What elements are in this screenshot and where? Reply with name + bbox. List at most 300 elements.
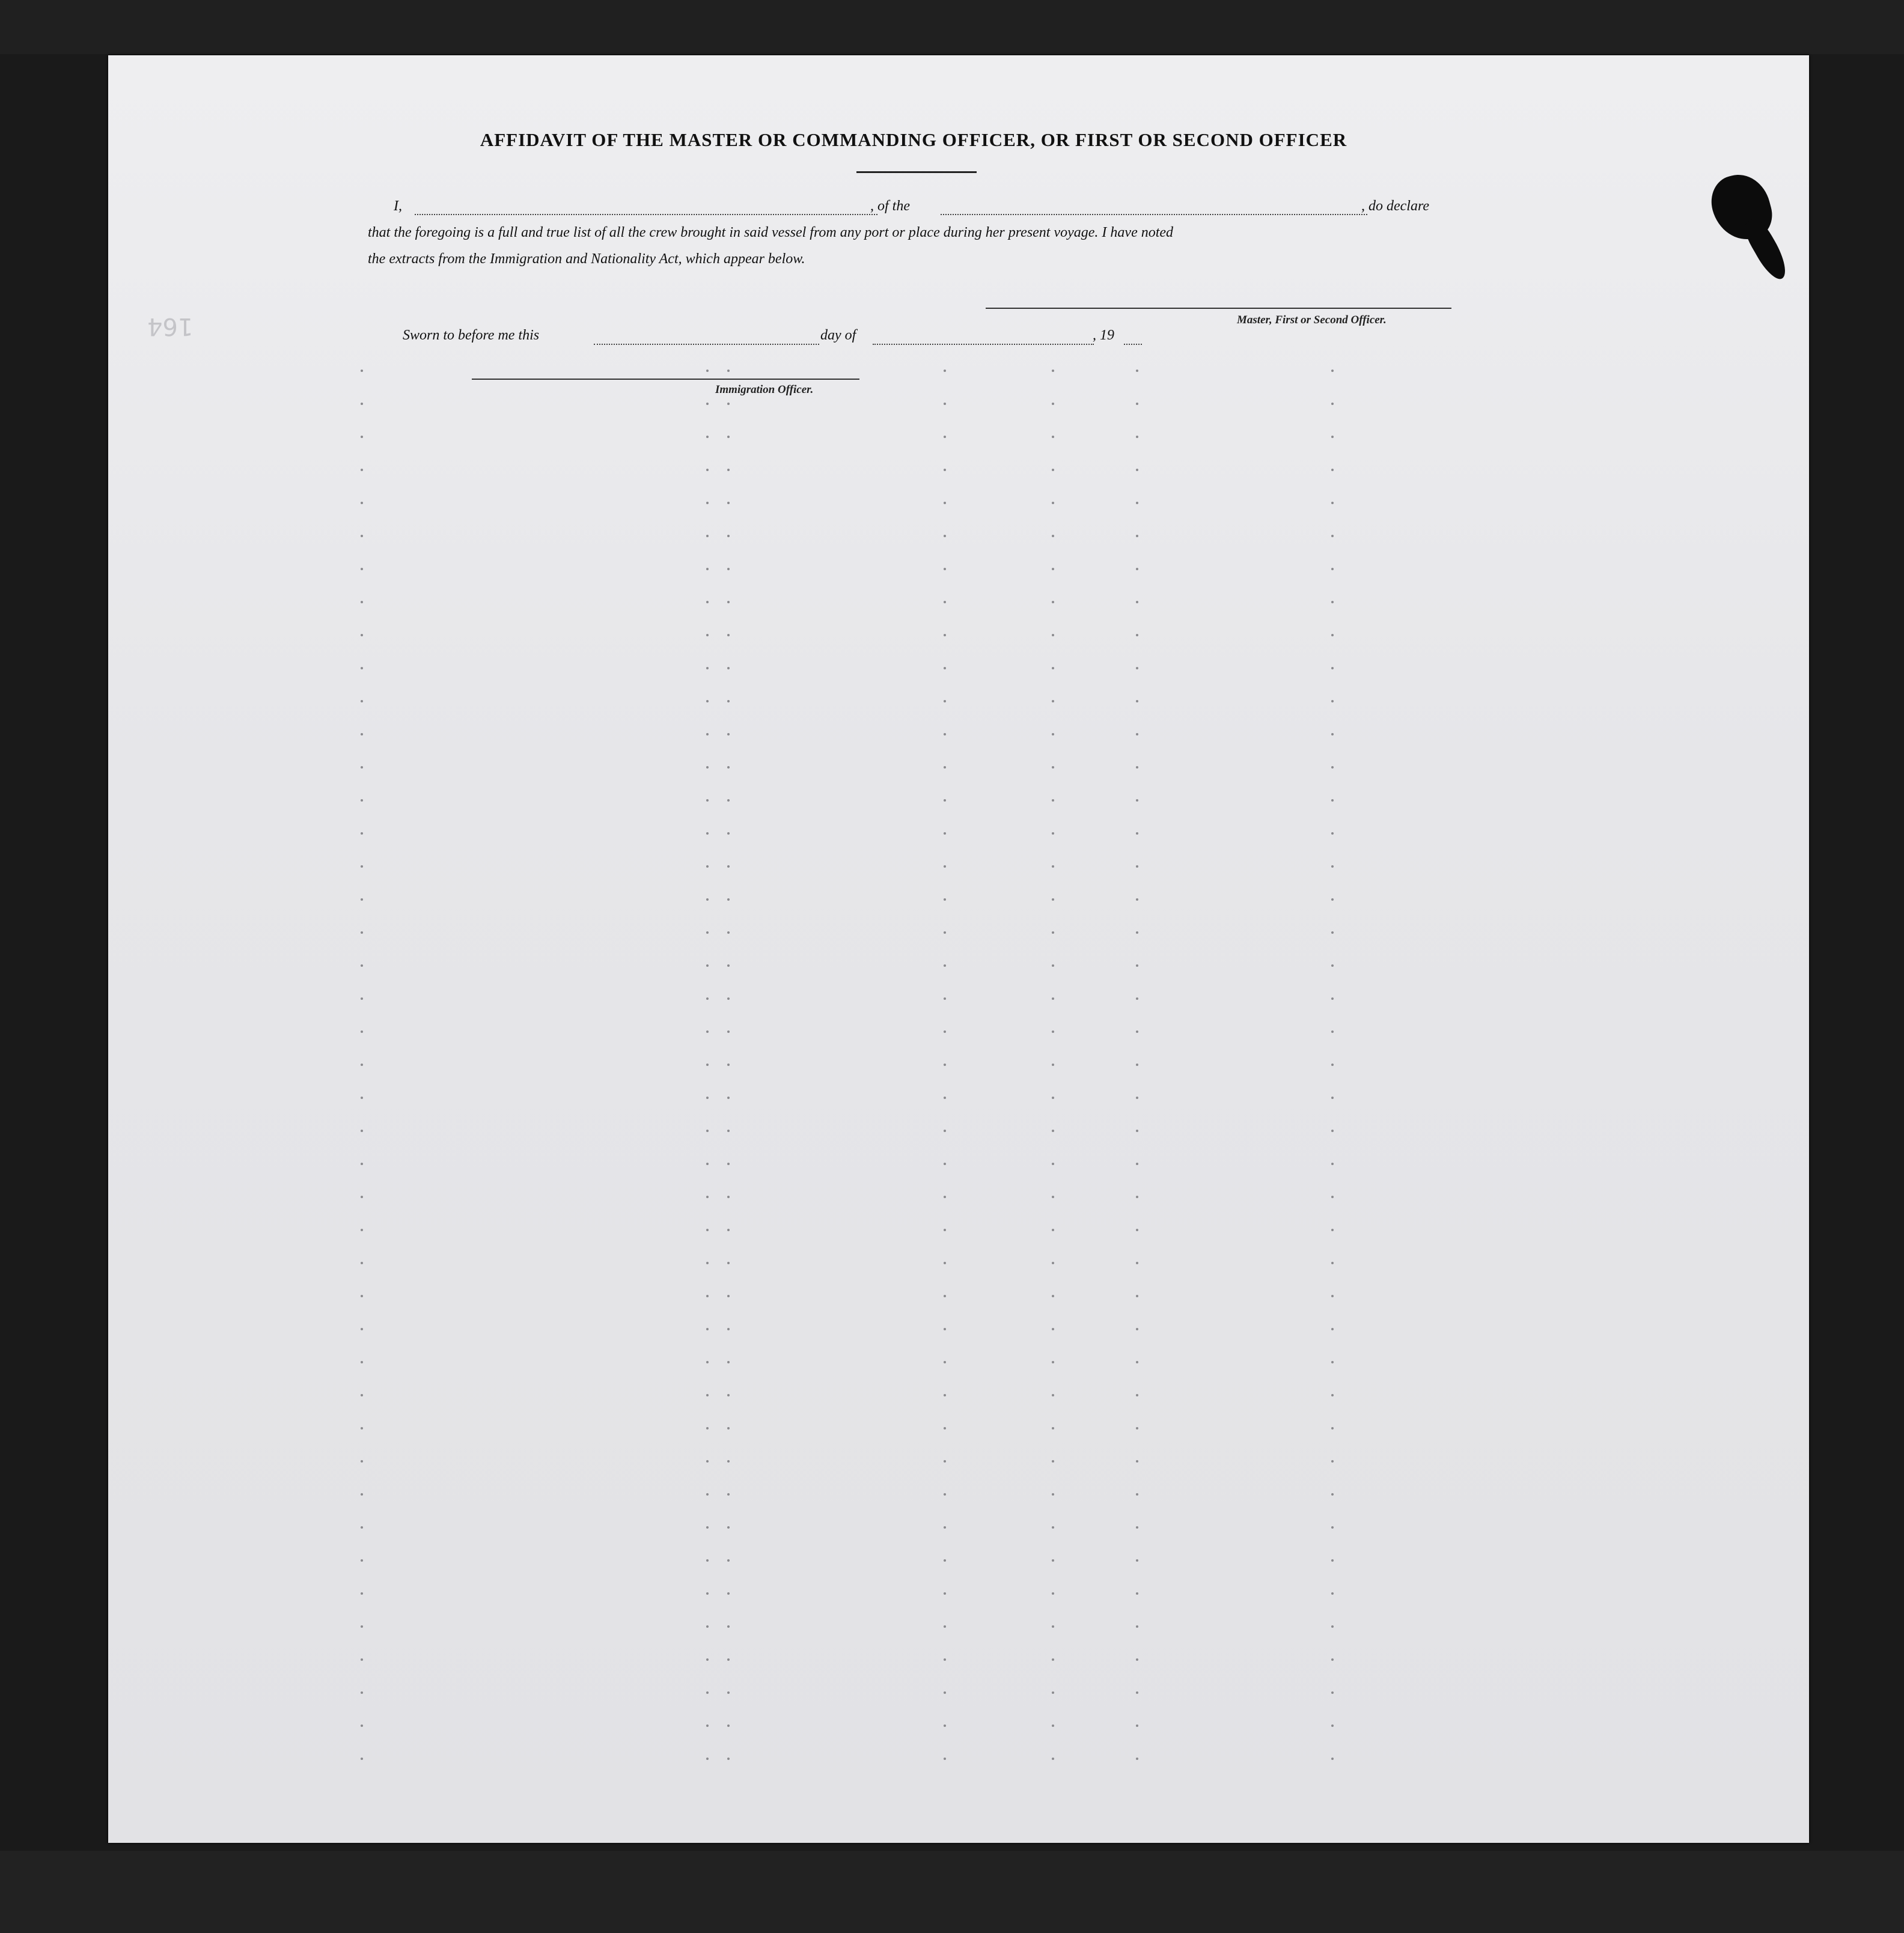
bleed-through-dot <box>1052 1030 1054 1033</box>
bleed-through-dot <box>1136 1361 1138 1363</box>
bleed-through-dot <box>361 1163 363 1165</box>
bleed-through-dot <box>361 1526 363 1529</box>
bleed-through-dot <box>1331 1460 1334 1463</box>
bleed-through-dot <box>1136 1724 1138 1727</box>
bleed-through-dot <box>944 1328 946 1330</box>
bleed-through-dot <box>1052 898 1054 901</box>
bleed-through-dot <box>361 1625 363 1628</box>
bleed-through-dot <box>1331 1097 1334 1099</box>
bleed-through-dot <box>1136 1460 1138 1463</box>
bleed-through-dot <box>727 568 730 570</box>
bleed-through-dot <box>727 1030 730 1033</box>
bleed-through-dot <box>944 502 946 504</box>
bleed-through-dot <box>1136 1559 1138 1562</box>
bleed-through-dot <box>361 1361 363 1363</box>
bleed-through-dot <box>361 436 363 438</box>
bleed-through-dot <box>1136 1328 1138 1330</box>
bleed-through-dot <box>361 1592 363 1595</box>
master-signature-label: Master, First or Second Officer. <box>1237 314 1387 326</box>
film-border-top <box>0 0 1904 54</box>
bleed-through-dot <box>727 1163 730 1165</box>
affidavit-body-line-3: the extracts from the Immigration and Nationality Act, which appear below. <box>368 251 805 267</box>
bleed-through-dot <box>1331 1196 1334 1198</box>
bleed-through-dot <box>1136 436 1138 438</box>
bleed-through-dot <box>727 1262 730 1264</box>
bleed-through-dot <box>361 1691 363 1694</box>
bleed-through-dot <box>1052 535 1054 537</box>
bleed-through-dot <box>1331 733 1334 735</box>
bleed-through-dot <box>727 733 730 735</box>
bleed-through-dot <box>944 964 946 967</box>
bleed-through-dot <box>706 1361 709 1363</box>
bleed-through-dot <box>1052 1493 1054 1496</box>
bleed-through-dot <box>706 1559 709 1562</box>
bleed-through-dot <box>1052 733 1054 735</box>
bleed-through-dot <box>1331 436 1334 438</box>
bleed-through-dot <box>1136 1295 1138 1297</box>
bleed-through-dot <box>727 1361 730 1363</box>
bleed-through-dot <box>1331 1295 1334 1297</box>
bleed-through-dot <box>944 436 946 438</box>
bleed-through-dot <box>944 865 946 868</box>
bleed-through-dot <box>727 1229 730 1231</box>
bleed-through-dot <box>361 535 363 537</box>
bleed-through-dot <box>727 502 730 504</box>
bleed-through-dot <box>727 898 730 901</box>
bleed-through-dot <box>1136 700 1138 702</box>
bleed-through-dot <box>1331 964 1334 967</box>
bleed-through-dot <box>1136 469 1138 471</box>
bleed-through-dot <box>944 601 946 603</box>
bleed-through-dot <box>727 766 730 769</box>
bleed-through-dot <box>1052 1658 1054 1661</box>
bleed-through-dot <box>1331 1163 1334 1165</box>
bleed-through-dot <box>944 1658 946 1661</box>
bleed-through-dot <box>944 634 946 636</box>
bleed-through-dot <box>944 1262 946 1264</box>
bleed-through-dot <box>1136 931 1138 934</box>
bleed-through-dot <box>706 1658 709 1661</box>
bleed-through-dot <box>944 766 946 769</box>
bleed-through-dot <box>1331 667 1334 669</box>
bleed-through-marks: 164 <box>147 312 194 340</box>
bleed-through-dot <box>361 1758 363 1760</box>
bleed-through-dot <box>361 1658 363 1661</box>
bleed-through-dot <box>727 370 730 372</box>
bleed-through-dot <box>944 898 946 901</box>
bleed-through-dot <box>944 1724 946 1727</box>
bleed-through-dot <box>727 1295 730 1297</box>
bleed-through-dot <box>706 1262 709 1264</box>
bleed-through-dot <box>1331 1427 1334 1429</box>
bleed-through-dot <box>706 931 709 934</box>
bleed-through-dot <box>727 1758 730 1760</box>
bleed-through-dot <box>1052 436 1054 438</box>
bleed-through-dot <box>1136 1394 1138 1396</box>
bleed-through-dot <box>727 469 730 471</box>
bleed-through-dot <box>1136 1658 1138 1661</box>
bleed-through-dot <box>727 1196 730 1198</box>
bleed-through-dot <box>1331 997 1334 1000</box>
bleed-through-dot <box>944 1758 946 1760</box>
bleed-through-dot <box>1331 1130 1334 1132</box>
bleed-through-dot <box>944 1493 946 1496</box>
bleed-through-dot <box>944 1559 946 1562</box>
bleed-through-dot <box>944 1163 946 1165</box>
bleed-through-dot <box>1052 1460 1054 1463</box>
bleed-through-dot <box>944 700 946 702</box>
bleed-through-dot <box>1136 1097 1138 1099</box>
bleed-through-dot <box>361 601 363 603</box>
bleed-through-dot <box>361 1130 363 1132</box>
bleed-through-dot <box>1052 1130 1054 1132</box>
immigration-signature-label: Immigration Officer. <box>715 383 814 396</box>
bleed-through-dot <box>706 535 709 537</box>
bleed-through-dot <box>1331 403 1334 405</box>
bleed-through-dot <box>1052 469 1054 471</box>
affidavit-body-line-2: that the foregoing is a full and true list of all the crew brought in said vessel from any port or place during her present voyage. I have noted <box>368 225 1174 240</box>
bleed-through-dot <box>727 1064 730 1066</box>
bleed-through-dot <box>706 1163 709 1165</box>
bleed-through-dot <box>1136 997 1138 1000</box>
bleed-through-dot <box>727 997 730 1000</box>
bleed-through-dot <box>361 997 363 1000</box>
bleed-through-dot <box>727 1097 730 1099</box>
bleed-through-dot <box>706 1394 709 1396</box>
bleed-through-dot <box>361 865 363 868</box>
bleed-through-dot <box>1052 601 1054 603</box>
bleed-through-dot <box>1052 766 1054 769</box>
bleed-through-dot <box>944 931 946 934</box>
bleed-through-dot <box>727 931 730 934</box>
bleed-through-dot <box>361 1295 363 1297</box>
document-sheet <box>108 55 1809 1843</box>
bleed-through-dot <box>1136 1196 1138 1198</box>
bleed-through-dot <box>1052 799 1054 802</box>
bleed-through-dot <box>706 865 709 868</box>
bleed-through-dot <box>727 403 730 405</box>
bleed-through-dot <box>944 469 946 471</box>
sworn-year-label: , 19 <box>1093 327 1114 343</box>
bleed-through-dot <box>1052 964 1054 967</box>
bleed-through-dot <box>706 1064 709 1066</box>
bleed-through-dot <box>1052 1758 1054 1760</box>
bleed-through-dot <box>1052 667 1054 669</box>
bleed-through-dot <box>706 964 709 967</box>
bleed-through-dot <box>944 1526 946 1529</box>
bleed-through-dot <box>1331 1625 1334 1628</box>
bleed-through-dot <box>706 667 709 669</box>
bleed-through-dot <box>361 1229 363 1231</box>
bleed-through-dot <box>706 1295 709 1297</box>
bleed-through-dot <box>1331 370 1334 372</box>
bleed-through-dot <box>706 568 709 570</box>
bleed-through-dot <box>361 1559 363 1562</box>
bleed-through-dot <box>361 469 363 471</box>
bleed-through-dot <box>706 601 709 603</box>
bleed-through-dot <box>361 568 363 570</box>
bleed-through-dot <box>727 634 730 636</box>
bleed-through-dot <box>361 1097 363 1099</box>
bleed-through-dot <box>361 1394 363 1396</box>
bleed-through-dot <box>944 832 946 835</box>
bleed-through-dot <box>1136 502 1138 504</box>
vessel-prefix: , of the <box>870 198 910 214</box>
bleed-through-dot <box>727 1559 730 1562</box>
bleed-through-dot <box>1052 502 1054 504</box>
bleed-through-dot <box>706 403 709 405</box>
declare-suffix: , do declare <box>1361 198 1430 214</box>
bleed-through-dot <box>361 700 363 702</box>
bleed-through-dot <box>1331 1064 1334 1066</box>
bleed-through-dot <box>944 1394 946 1396</box>
bleed-through-dot <box>727 1427 730 1429</box>
bleed-through-dot <box>1052 1625 1054 1628</box>
immigration-signature-line <box>472 379 859 380</box>
bleed-through-dot <box>706 1130 709 1132</box>
bleed-through-dot <box>727 436 730 438</box>
bleed-through-dot <box>1331 469 1334 471</box>
bleed-through-dot <box>727 1724 730 1727</box>
bleed-through-dot <box>1052 1592 1054 1595</box>
bleed-through-dot <box>1052 1196 1054 1198</box>
bleed-through-dot <box>361 964 363 967</box>
bleed-through-dot <box>1136 634 1138 636</box>
bleed-through-dot <box>706 733 709 735</box>
bleed-through-dot <box>706 1625 709 1628</box>
bleed-through-dot <box>1052 634 1054 636</box>
bleed-through-dot <box>706 700 709 702</box>
vessel-name-field <box>941 214 1367 215</box>
bleed-through-dot <box>727 1658 730 1661</box>
bleed-through-dot <box>1136 1526 1138 1529</box>
bleed-through-dot <box>706 1724 709 1727</box>
bleed-through-dot <box>1331 1691 1334 1694</box>
bleed-through-dot <box>1052 700 1054 702</box>
bleed-through-dot <box>727 1625 730 1628</box>
bleed-through-dot <box>944 1691 946 1694</box>
bleed-through-dot <box>1052 568 1054 570</box>
bleed-through-dot <box>1052 1691 1054 1694</box>
bleed-through-dot <box>1136 733 1138 735</box>
bleed-through-dot <box>727 667 730 669</box>
bleed-through-dot <box>1136 1030 1138 1033</box>
sworn-day-label: day of <box>820 327 856 343</box>
bleed-through-dot <box>1052 865 1054 868</box>
bleed-through-dot <box>361 1064 363 1066</box>
bleed-through-dot <box>1052 1163 1054 1165</box>
bleed-through-dot <box>1331 535 1334 537</box>
bleed-through-dot <box>1052 832 1054 835</box>
bleed-through-dot <box>727 1460 730 1463</box>
bleed-through-dot <box>706 1328 709 1330</box>
bleed-through-dot <box>1136 370 1138 372</box>
bleed-through-dot <box>727 1526 730 1529</box>
bleed-through-dot <box>944 403 946 405</box>
bleed-through-dot <box>1136 964 1138 967</box>
title-underline <box>856 171 977 173</box>
bleed-through-dot <box>1052 370 1054 372</box>
bleed-through-dot <box>706 1030 709 1033</box>
bleed-through-dot <box>1136 832 1138 835</box>
bleed-through-dot <box>1052 1526 1054 1529</box>
bleed-through-dot <box>727 1394 730 1396</box>
bleed-through-dot <box>944 1361 946 1363</box>
film-border-bottom <box>0 1851 1904 1933</box>
bleed-through-dot <box>944 568 946 570</box>
bleed-through-dot <box>1136 1427 1138 1429</box>
bleed-through-dot <box>1052 1361 1054 1363</box>
bleed-through-dot <box>944 535 946 537</box>
bleed-through-dot <box>1052 997 1054 1000</box>
bleed-through-dot <box>1331 1724 1334 1727</box>
bleed-through-dot <box>944 1097 946 1099</box>
bleed-through-dot <box>1136 799 1138 802</box>
bleed-through-dot <box>361 403 363 405</box>
bleed-through-dot <box>1331 865 1334 868</box>
bleed-through-dot <box>944 667 946 669</box>
bleed-through-dot <box>1052 931 1054 934</box>
bleed-through-dot <box>1052 1229 1054 1231</box>
bleed-through-dot <box>706 799 709 802</box>
bleed-through-dot <box>1136 1625 1138 1628</box>
bleed-through-dot <box>1331 1262 1334 1264</box>
bleed-through-dot <box>1331 1361 1334 1363</box>
bleed-through-dot <box>361 733 363 735</box>
bleed-through-dot <box>944 1592 946 1595</box>
bleed-through-dot <box>1331 1559 1334 1562</box>
bleed-through-dot <box>1136 568 1138 570</box>
bleed-through-dot <box>1136 865 1138 868</box>
bleed-through-dot <box>1136 535 1138 537</box>
bleed-through-dot <box>706 436 709 438</box>
bleed-through-dot <box>1331 1493 1334 1496</box>
bleed-through-dot <box>706 1196 709 1198</box>
bleed-through-dot <box>1331 898 1334 901</box>
bleed-through-dot <box>361 898 363 901</box>
bleed-through-dot <box>944 1030 946 1033</box>
bleed-through-dot <box>727 1328 730 1330</box>
bleed-through-dot <box>727 1691 730 1694</box>
bleed-through-dot <box>361 1328 363 1330</box>
bleed-through-dot <box>1331 1394 1334 1396</box>
bleed-through-dot <box>944 1460 946 1463</box>
bleed-through-dot <box>1331 1229 1334 1231</box>
bleed-through-dot <box>1136 403 1138 405</box>
bleed-through-dot <box>706 469 709 471</box>
bleed-through-dot <box>1136 766 1138 769</box>
bleed-through-dot <box>1331 1526 1334 1529</box>
bleed-through-dot <box>361 1493 363 1496</box>
bleed-through-dot <box>1052 1262 1054 1264</box>
bleed-through-dot <box>706 1691 709 1694</box>
declarant-name-field <box>415 214 877 215</box>
bleed-through-dot <box>1331 1328 1334 1330</box>
bleed-through-dot <box>944 1427 946 1429</box>
bleed-through-dot <box>706 1097 709 1099</box>
bleed-through-dot <box>944 370 946 372</box>
bleed-through-dot <box>1052 1328 1054 1330</box>
bleed-through-dot <box>1136 601 1138 603</box>
bleed-through-dot <box>944 1196 946 1198</box>
bleed-through-dot <box>1136 1493 1138 1496</box>
bleed-through-dot <box>1052 1064 1054 1066</box>
bleed-through-dot <box>1136 667 1138 669</box>
bleed-through-dot <box>727 601 730 603</box>
bleed-through-dot <box>361 634 363 636</box>
bleed-through-dot <box>727 832 730 835</box>
bleed-through-dot <box>944 1130 946 1132</box>
sworn-year-field <box>1124 344 1142 345</box>
bleed-through-dot <box>1136 1130 1138 1132</box>
bleed-through-dot <box>1136 1064 1138 1066</box>
bleed-through-dot <box>706 502 709 504</box>
bleed-through-dot <box>727 1493 730 1496</box>
bleed-through-dot <box>361 1030 363 1033</box>
sworn-prefix: Sworn to before me this <box>403 327 540 343</box>
bleed-through-dot <box>1331 1592 1334 1595</box>
bleed-through-dot <box>727 865 730 868</box>
bleed-through-dot <box>1331 799 1334 802</box>
sworn-day-field <box>594 344 819 345</box>
bleed-through-dot <box>1331 700 1334 702</box>
bleed-through-dot <box>1331 766 1334 769</box>
bleed-through-dot <box>361 1196 363 1198</box>
bleed-through-dot <box>706 1229 709 1231</box>
bleed-through-dot <box>706 1758 709 1760</box>
bleed-through-dot <box>361 667 363 669</box>
bleed-through-dot <box>1331 1030 1334 1033</box>
bleed-through-dot <box>1331 1758 1334 1760</box>
bleed-through-dot <box>706 997 709 1000</box>
bleed-through-dot <box>1331 601 1334 603</box>
master-signature-line <box>986 308 1451 309</box>
bleed-through-dot <box>361 931 363 934</box>
bleed-through-dot <box>1136 1691 1138 1694</box>
bleed-through-dot <box>361 370 363 372</box>
bleed-through-dot <box>1331 502 1334 504</box>
bleed-through-dot <box>706 766 709 769</box>
bleed-through-dot <box>1331 832 1334 835</box>
bleed-through-dot <box>706 1427 709 1429</box>
sworn-month-field <box>873 344 1094 345</box>
bleed-through-dot <box>944 1229 946 1231</box>
bleed-through-dot <box>727 700 730 702</box>
bleed-through-dot <box>361 799 363 802</box>
bleed-through-dot <box>1052 1724 1054 1727</box>
bleed-through-dot <box>361 1724 363 1727</box>
bleed-through-dot <box>361 1460 363 1463</box>
bleed-through-dot <box>361 832 363 835</box>
bleed-through-dot <box>706 832 709 835</box>
bleed-through-dot <box>706 1493 709 1496</box>
bleed-through-dot <box>1052 1559 1054 1562</box>
bleed-through-dot <box>1052 1295 1054 1297</box>
bleed-through-dot <box>1052 1427 1054 1429</box>
bleed-through-dot <box>1136 1262 1138 1264</box>
bleed-through-dot <box>1052 403 1054 405</box>
bleed-through-dot <box>1136 1229 1138 1231</box>
bleed-through-dot <box>727 964 730 967</box>
bleed-through-dot <box>727 799 730 802</box>
bleed-through-dot <box>361 502 363 504</box>
bleed-through-dot <box>944 1295 946 1297</box>
bleed-through-dot <box>727 1130 730 1132</box>
bleed-through-dot <box>706 1526 709 1529</box>
bleed-through-dot <box>1136 898 1138 901</box>
bleed-through-dot <box>944 1064 946 1066</box>
declarant-prefix: I, <box>394 198 402 214</box>
